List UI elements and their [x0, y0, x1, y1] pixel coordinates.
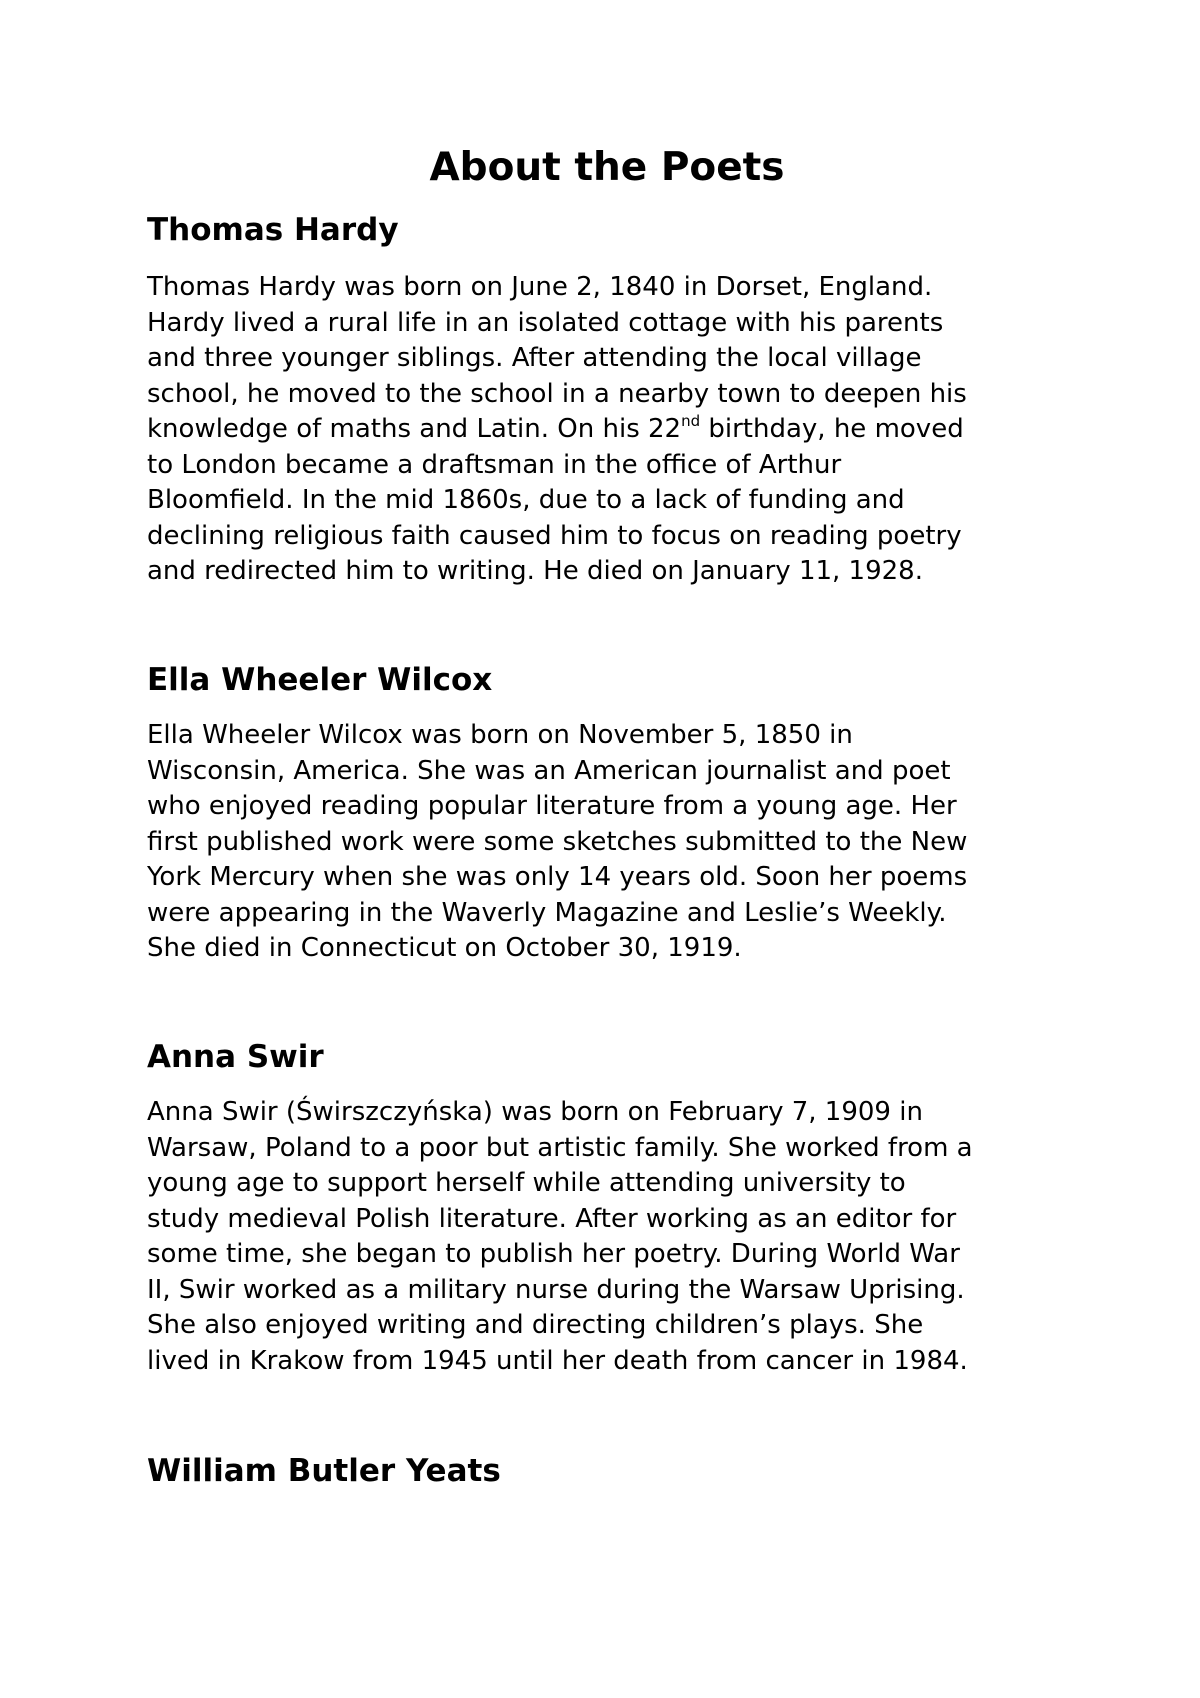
bio-line: Ella Wheeler Wilcox was born on November 5, 1850 in — [147, 720, 853, 750]
poet-bio-thomas-hardy — [147, 270, 967, 590]
bio-line: Hardy lived a rural life in an isolated cottage with his parents — [147, 307, 944, 338]
bio-line: lived in Krakow from 1945 until her death from cancer in 1984. — [147, 1345, 968, 1376]
poet-heading-william-butler-yeats: William Butler Yeats — [147, 1453, 501, 1489]
bio-line: Thomas Hardy was born on June 2, 1840 in Dorset, England. — [147, 272, 933, 302]
poet-bio-ella-wheeler-wilcox — [147, 718, 967, 967]
bio-line: some time, she began to publish her poetry. During World War — [147, 1239, 960, 1269]
page-title: About the Poets — [429, 145, 785, 190]
bio-line: II, Swir worked as a military nurse during the Warsaw Uprising. — [147, 1274, 965, 1305]
poet-bio-anna-swir — [147, 1095, 973, 1379]
bio-line-text: birthday, he moved — [700, 414, 964, 444]
bio-line: Anna Swir (Świrszczyńska) was born on February 7, 1909 in — [147, 1097, 923, 1127]
bio-line: declining religious faith caused him to focus on reading poetry — [147, 520, 962, 551]
bio-line — [147, 412, 967, 448]
bio-line: York Mercury when she was only 14 years old. Soon her poems — [147, 862, 968, 892]
poet-heading-thomas-hardy: Thomas Hardy — [147, 212, 399, 248]
bio-line: school, he moved to the school in a nearby town to deepen his — [147, 378, 967, 409]
bio-line-text: knowledge of maths and Latin. On his 22 — [147, 414, 682, 444]
bio-line: young age to support herself while attending university to — [147, 1168, 906, 1198]
bio-line: first published work were some sketches submitted to the New — [147, 826, 968, 857]
bio-line: and redirected him to writing. He died on January 11, 1928. — [147, 556, 923, 586]
bio-line: and three younger siblings. After attending the local village — [147, 343, 922, 373]
bio-line: Warsaw, Poland to a poor but artistic family. She worked from a — [147, 1132, 973, 1163]
bio-line: She died in Connecticut on October 30, 1919. — [147, 933, 742, 963]
poet-heading-ella-wheeler-wilcox: Ella Wheeler Wilcox — [147, 662, 493, 698]
bio-line: to London became a draftsman in the office of Arthur — [147, 449, 842, 480]
bio-line: who enjoyed reading popular literature from a young age. Her — [147, 791, 957, 821]
bio-line: study medieval Polish literature. After working as an editor for — [147, 1203, 957, 1234]
bio-line: Bloomfield. In the mid 1860s, due to a lack of funding and — [147, 485, 905, 515]
ordinal-superscript: nd — [681, 412, 701, 430]
bio-line: Wisconsin, America. She was an American journalist and poet — [147, 755, 951, 786]
bio-line: were appearing in the Waverly Magazine and Leslie’s Weekly. — [147, 897, 947, 928]
bio-line: She also enjoyed writing and directing children’s plays. She — [147, 1310, 924, 1340]
poet-heading-anna-swir: Anna Swir — [147, 1039, 324, 1075]
